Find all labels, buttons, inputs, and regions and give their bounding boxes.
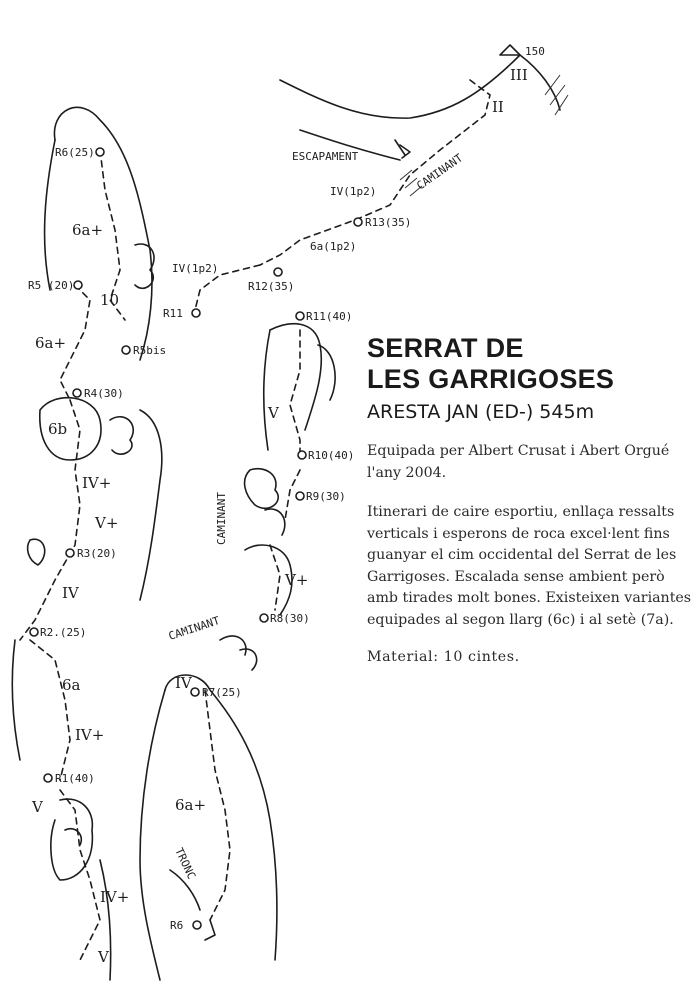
grade-v-plus-a: V+ [95,514,119,532]
belay-r3: R3(20) [77,547,117,560]
belay-r2: R2.(25) [40,626,87,639]
belay-r6-low: R6 [170,919,184,932]
grade-v-mid: V [268,404,279,422]
grade-10: 10 [100,291,120,309]
grade-6a-plus-b: 6a+ [35,334,67,352]
equipment-note: Equipada per Albert Crusat i Abert Orgué l'any 2004. [367,443,670,481]
grade-iv-1p-b: IV(1p2) [330,185,377,198]
grade-iii-top: III [510,66,528,84]
caminant-label-low: CAMINANT [166,614,222,643]
belay-r1: R1(40) [55,772,95,785]
belay-r10: R10(40) [308,449,355,462]
grade-iv-r7: IV [175,674,192,692]
escapament-label: ESCAPAMENT [292,150,359,163]
belay-r6: R6(25) [55,146,95,159]
route-subtitle: ARESTA JAN (ED-) 545m [367,401,595,423]
grade-v-b: V [98,948,109,966]
tronc-label: TRONC [172,845,199,882]
belay-r11: R11(40) [306,310,353,323]
grade-v-a: V [32,798,43,816]
grade-6a: 6a [62,676,81,694]
grade-v-plus-b: V+ [285,571,309,589]
route-title-line1: SERRAT DE [367,333,524,363]
grade-6a-1p: 6a(1p2) [310,240,357,253]
route-info [367,333,697,665]
grade-iv-plus-c: IV+ [100,888,130,906]
belay-r13: R13(35) [365,216,412,229]
route-description: Itinerari de caire esportiu, enllaça ressalts verticals i esperons de roca excel·lent fins guanyar el cim occidental del Serrat de les Garrigoses. Escalada sense ambient però amb tirades molt bones. Existeixen variantes equipades al segon llarg (6c) i al setè (7a). [367,504,692,628]
grade-iv-1p: IV(1p2) [172,262,219,275]
belay-r11b: R11 [163,307,183,320]
belay-r12: R12(35) [248,280,295,293]
grade-ii-top: II [492,98,504,116]
route-title [367,333,697,395]
grade-6a-plus-a: 6a+ [72,221,104,239]
caminant-label-top: CAMINANT [414,151,466,193]
belay-r9: R9(30) [306,490,346,503]
caminant-label-mid: CAMINANT [215,492,228,545]
lower-pillar [140,675,277,980]
grade-iv-a: IV [62,584,79,602]
belay-r7: R7(25) [202,686,242,699]
belay-r8: R8(30) [270,612,310,625]
grade-6a-plus-c: 6a+ [175,796,207,814]
material-note: Material: 10 cintes. [367,649,520,665]
belay-r5: R5 (20) [28,279,75,292]
belay-r4: R4(30) [84,387,124,400]
route-title-line2: LES GARRIGOSES [367,364,615,394]
summit-ridge [195,45,568,310]
grade-iv-plus-a: IV+ [82,474,112,492]
belay-r5bis: R5bis [133,344,167,357]
grade-iv-plus-b: IV+ [75,726,105,744]
summit-label: 150 [525,45,545,58]
grade-6b: 6b [48,420,68,438]
